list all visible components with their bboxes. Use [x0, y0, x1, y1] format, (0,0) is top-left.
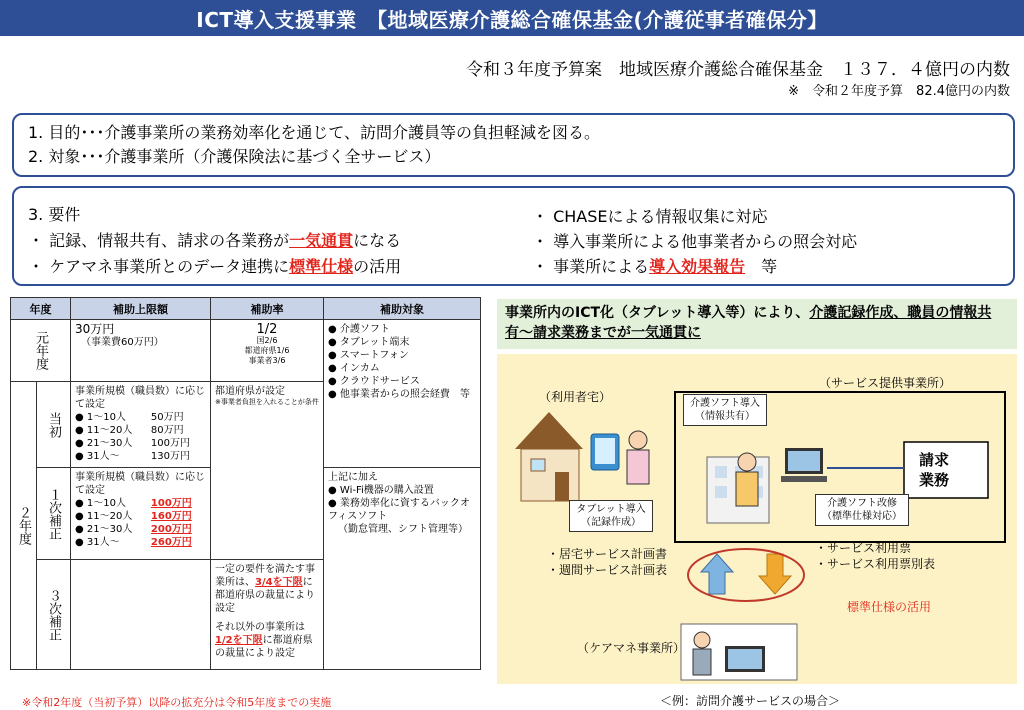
requirement-item: ・ ケアマネ事業所とのデータ連携に標準仕様の活用 [28, 257, 402, 276]
staff-icon [736, 453, 758, 506]
house-icon [515, 412, 583, 501]
col-header-target: 補助対象 [324, 298, 481, 320]
usage-list: ・サービス利用票 ・サービス利用票別表 [815, 541, 936, 571]
target-cell: 上記に加え ● Wi-Fi機器の購入設置 ● 業務効率化に資するバックオフィスソフト （勤怠管理、シフト管理等） [324, 468, 481, 670]
target-cell: ● 介護ソフト ● タブレット端末 ● スマートフォン ● インカム ● クラウドサービス ● 他事業者からの照会経費 等 [324, 320, 481, 468]
requirement-item: ・ CHASEによる情報収集に対応 [532, 207, 768, 226]
down-arrow-icon [759, 554, 791, 594]
example-caption: ＜例：訪問介護サービスの場合＞ [660, 694, 841, 708]
up-arrow-icon [701, 554, 733, 594]
home-label: （利用者宅） [539, 390, 612, 404]
amount-cell [71, 560, 211, 670]
requirements-heading: 3. 要件 [28, 205, 81, 224]
requirement-item: ・ 記録、情報共有、請求の各業務が一気通貫になる [28, 231, 402, 250]
year-cell: 元年度 [11, 320, 71, 382]
amount-cell: 事業所規模（職員数）に応じて設定 ● 1〜10人 100万円 ● 11〜20人 160万円 ● 21〜30人 200万円 ● 31人〜 260万円 [71, 468, 211, 560]
requirement-item: ・ 導入事業所による他事業者からの照会対応 [532, 232, 858, 251]
page-title: ICT導入支援事業 【地域医療介護総合確保基金(介護従事者確保分】 [0, 0, 1024, 36]
budget-note: ※ 令和２年度予算 82.4億円の内数 [788, 84, 1010, 99]
requirements-box [12, 186, 1015, 286]
year-cell: ２年度 [11, 382, 37, 670]
rate-cell: 一定の要件を満たす事業所は、3/4を下限に都道府県の裁量により設定 それ以外の事業所は1/2を下限に都道府県の裁量により設定 [211, 560, 324, 670]
subsidy-table [10, 297, 481, 670]
standard-spec-label: 標準仕様の活用 [847, 600, 932, 614]
budget-line: 令和３年度予算案 地域医療介護総合確保基金 １３７．４億円の内数 [466, 60, 1010, 80]
requirement-item: ・ 事業所による導入効果報告 等 [532, 257, 778, 276]
purpose-line: 1. 目的･･･介護事業所の業務効率化を通じて、訪問介護員等の負担軽減を図る。 [28, 123, 601, 142]
caremane-label: （ケアマネ事業所） [577, 641, 686, 655]
target-line: 2. 対象･･･介護事業所（介護保険法に基づく全サービス） [28, 147, 441, 166]
tablet-callout: タブレット導入 （記録作成） [569, 500, 653, 532]
caregiver-icon [627, 431, 649, 484]
software-mod-callout: 介護ソフト改修 （標準仕様対応） [815, 494, 909, 526]
diagram-panel [497, 299, 1017, 689]
highlight-ellipse [688, 549, 804, 601]
computer-icon [781, 448, 827, 482]
sub-year-cell: 当初 [37, 382, 71, 468]
sub-year-cell: １次補正 [37, 468, 71, 560]
purpose-box [12, 113, 1015, 177]
amount-cell: 30万円 （事業費60万円） [71, 320, 211, 382]
billing-label: 請求 業務 [919, 451, 950, 489]
software-callout: 介護ソフト導入 （情報共有） [683, 394, 767, 426]
plan-list: ・居宅サービス計画書 ・週間サービス計画表 [547, 547, 668, 577]
col-header-amount: 補助上限額 [71, 298, 211, 320]
caremanager-icon [693, 632, 711, 675]
diagram-heading: 事業所内のICT化（タブレット導入等）により、介護記録作成、職員の情報共有〜請求業務までが一気通貫に [497, 299, 1017, 349]
amount-cell: 事業所規模（職員数）に応じて設定 ● 1〜10人 50万円 ● 11〜20人 80万円 ● 21〜30人 100万円 ● 31人〜 130万円 [71, 382, 211, 468]
footnote: ※令和2年度（当初予算）以降の拡充分は令和5年度までの実施 [22, 696, 332, 709]
rate-cell: 都道府県が設定 ※事業者負担を入れることが条件 [211, 382, 324, 560]
rate-cell: 1/2 国2/6 都道府県1/6 事業者3/6 [211, 320, 324, 382]
col-header-rate: 補助率 [211, 298, 324, 320]
sub-year-cell: ３次補正 [37, 560, 71, 670]
provider-label: （サービス提供事業所） [819, 376, 952, 390]
col-header-year: 年度 [11, 298, 71, 320]
diagram-area [497, 354, 1017, 684]
